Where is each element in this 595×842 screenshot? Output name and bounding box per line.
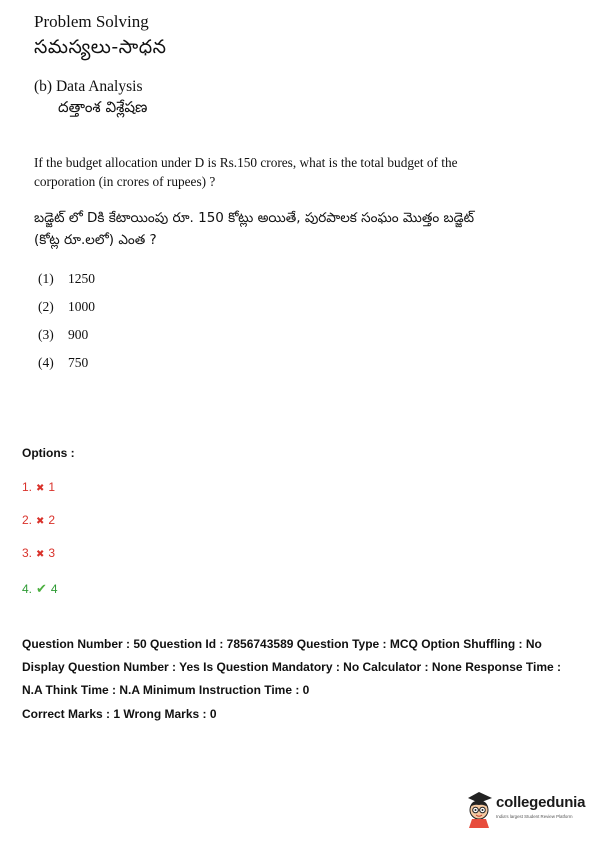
cross-icon: ✖ (36, 516, 45, 527)
choice-number: (2) (38, 299, 54, 314)
mascot-icon (462, 788, 496, 828)
cross-icon: ✖ (36, 549, 45, 560)
choice-number: (3) (38, 327, 54, 342)
options-heading: Options : (22, 446, 75, 460)
option-index: 2. (22, 513, 33, 527)
option-index: 1. (22, 480, 33, 494)
option-index: 3. (22, 546, 33, 560)
option-label: 3 (48, 546, 56, 560)
answer-choice (38, 327, 88, 343)
answer-choice (38, 299, 95, 315)
section-title-telugu: సమస్యలు-సాధన (34, 36, 167, 58)
section-title: Problem Solving (34, 12, 149, 31)
answer-choice (38, 271, 95, 287)
marks-info: Correct Marks : 1 Wrong Marks : 0 (22, 707, 217, 721)
option-item-1 (22, 480, 55, 494)
logo-tagline: India's largest Student Review Platform (496, 814, 573, 819)
option-label: 2 (48, 513, 56, 527)
cross-icon: ✖ (36, 483, 45, 494)
collegedunia-logo (462, 788, 587, 828)
option-label: 1 (48, 480, 56, 494)
answer-choice (38, 355, 88, 371)
option-item-2 (22, 513, 55, 527)
choice-number: (1) (38, 271, 54, 286)
question-text-english: If the budget allocation under D is Rs.150 crores, what is the total budget of the corporation (in crores of rupees) ? (34, 155, 458, 189)
subsection-title: (b) Data Analysis (34, 78, 143, 95)
option-index: 4. (22, 582, 33, 596)
choice-value: 1250 (68, 271, 95, 286)
choice-value: 1000 (68, 299, 95, 314)
logo-wordmark: collegedunia (496, 794, 586, 811)
question-metadata: Question Number : 50 Question Id : 7856743589 Question Type : MCQ Option Shuffling : No Display Question Number : Yes Is Question Mandatory : No Calculator : None Response Time : N.A Think Time : N.A Minimum Instruction Time : 0 (22, 637, 561, 697)
option-item-3 (22, 546, 55, 560)
choice-value: 900 (68, 327, 89, 342)
choice-number: (4) (38, 355, 54, 370)
choice-value: 750 (68, 355, 89, 370)
option-item-4 (22, 581, 58, 597)
option-label: 4 (50, 582, 58, 596)
check-icon: ✔ (36, 581, 47, 596)
subsection-title-telugu: దత్తాంశ విశ్లేషణ (58, 98, 148, 116)
question-text-telugu: బడ్జెట్ లో Dకి కేటాయింపు రూ. 150 కోట్లు అయితే, పురపాలక సంఘం మొత్తం బడ్జెట్ (కోట్ల రూ.లలో) ఎంత ? (34, 210, 474, 248)
